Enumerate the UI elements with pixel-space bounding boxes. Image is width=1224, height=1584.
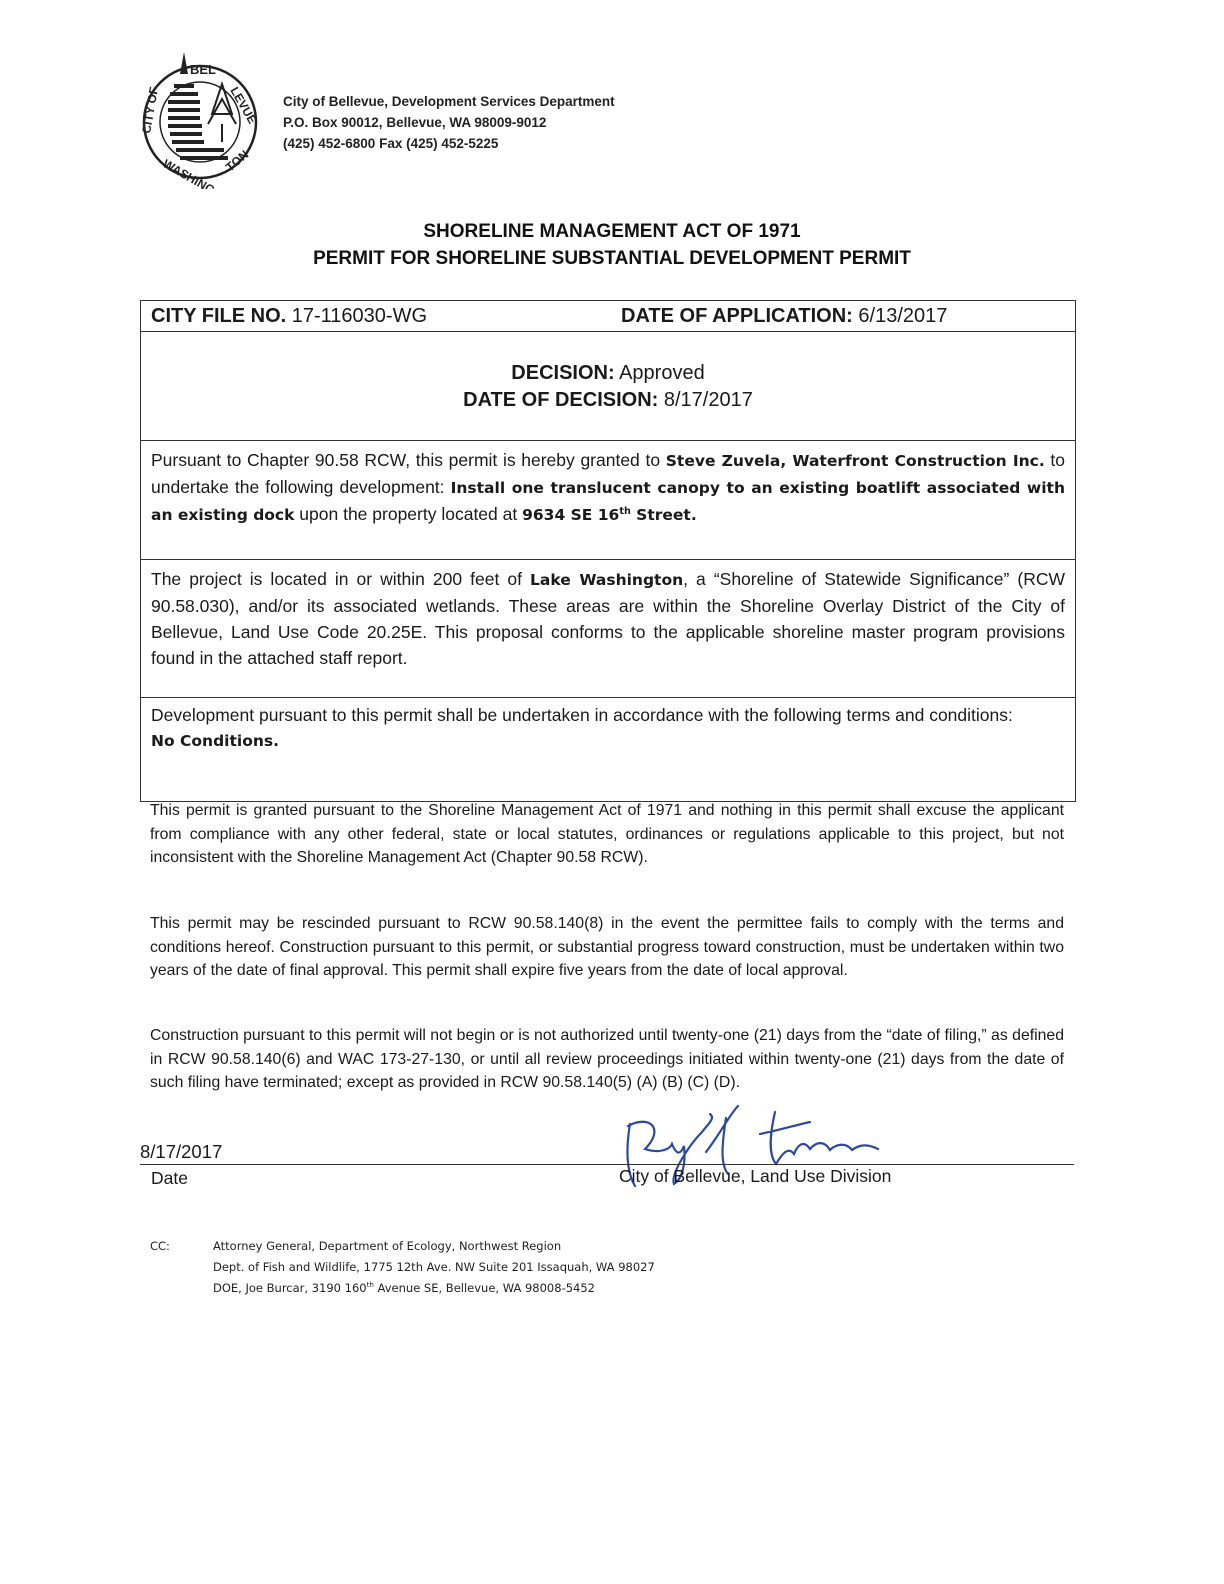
application-date-label: DATE OF APPLICATION: <box>621 305 853 327</box>
cc-recipient-1: Attorney General, Department of Ecology, Northwest Region <box>213 1239 562 1253</box>
location-text-2: , a “Shoreline of Statewide Significance” (RCW 90.58.030), and/or its associated wetlands. These areas are within the Shoreline Overlay District of the City of Bellevue, Land Use Code 20.25E. This proposal conforms to the applicable shoreline master program provisions found in the attached staff report. <box>151 569 1066 668</box>
signature-line <box>140 1164 1074 1165</box>
decision-date <box>141 387 1075 414</box>
grant-text-2: to undertake the following development: <box>151 450 1066 497</box>
water-body: Lake Washington <box>530 571 684 589</box>
application-date-value: 6/13/2017 <box>858 305 948 327</box>
cc-recipient-2: Dept. of Fish and Wildlife, 1775 12th Ave. NW Suite 201 Issaquah, WA 98027 <box>213 1260 655 1274</box>
cc-recipient-3: DOE, Joe Burcar, 3190 160th Avenue SE, Bellevue, WA 98008-5452 <box>213 1280 595 1295</box>
dept-phone-fax: (425) 452-6800 Fax (425) 452-5225 <box>283 136 499 151</box>
decision-date-label: DATE OF DECISION: <box>463 389 659 411</box>
cc-recipients <box>213 1236 655 1299</box>
city-seal-logo <box>132 44 272 189</box>
file-row <box>141 301 1075 332</box>
location-statement <box>141 560 1075 698</box>
city-file-number <box>151 305 427 328</box>
decision-value: Approved <box>619 362 705 384</box>
conditions-text: Development pursuant to this permit shall be undertaken in accordance with the following terms and conditions: <box>151 705 1013 725</box>
decision-label: DECISION: <box>511 362 615 384</box>
applicant-name: Steve Zuvela, Waterfront Construction Inc. <box>665 452 1045 470</box>
svg-text:LEVUE: LEVUE <box>227 84 260 127</box>
cc-label: CC: <box>150 1239 170 1253</box>
svg-text:TON: TON <box>222 147 252 175</box>
paragraph-compliance: This permit is granted pursuant to the Shoreline Management Act of 1971 and nothing in this permit shall excuse the applicant from compliance with any other federal, state or local statutes, ordinances or regulations applicable to this project, but not inconsistent with the Shoreline Management Act (Chapter 90.58 RCW). <box>150 802 1064 866</box>
decision-date-value: 8/17/2017 <box>663 389 753 411</box>
grant-statement <box>141 441 1075 560</box>
svg-text:BEL: BEL <box>190 62 216 77</box>
svg-text:WASHING: WASHING <box>160 156 218 189</box>
grant-text-3: upon the property located at <box>294 504 523 524</box>
paragraph-rescind: This permit may be rescinded pursuant to RCW 90.58.140(8) in the event the permittee fails to comply with the terms and conditions hereof. Construction pursuant to this permit, or substantial progress toward construction, must be undertaken within two years of the date of final approval. This permit shall expire five years from the date of local approval. <box>150 915 1064 979</box>
date-label: Date <box>151 1168 188 1188</box>
city-file-label: CITY FILE NO. <box>151 305 287 327</box>
paragraph-construction: Construction pursuant to this permit will not begin or is not authorized until twenty-one (21) days from the “date of filing,” as defined in RCW 90.58.140(6) and WAC 173-27-130, or until all review proceedings initiated within twenty-one (21) days from the date of such filing have terminated; except as provided in RCW 90.58.140(5) (A) (B) (C) (D). <box>150 1027 1064 1091</box>
conditions-statement <box>141 698 1075 801</box>
signer-label: City of Bellevue, Land Use Division <box>619 1166 892 1186</box>
document-title <box>0 218 1224 272</box>
permit-details-box <box>140 300 1076 802</box>
title-line-2: PERMIT FOR SHORELINE SUBSTANTIAL DEVELOPMENT PERMIT <box>313 248 911 269</box>
grant-text-1: Pursuant to Chapter 90.58 RCW, this permit is hereby granted to <box>151 450 666 470</box>
title-line-1: SHORELINE MANAGEMENT ACT OF 1971 <box>423 221 801 242</box>
property-address: 9634 SE 16th Street. <box>522 505 697 524</box>
decision-row <box>141 332 1075 441</box>
dept-name: City of Bellevue, Development Services Department <box>283 94 615 109</box>
application-date <box>621 305 947 328</box>
city-file-value: 17-116030-WG <box>291 305 428 327</box>
svg-text:CITY OF: CITY OF <box>139 85 162 135</box>
location-text-1: The project is located in or within 200 feet of <box>151 569 531 589</box>
development-description: Install one translucent canopy to an existing boatlift associated with an existing dock <box>151 479 1065 524</box>
dept-po-box: P.O. Box 90012, Bellevue, WA 98009-9012 <box>283 115 547 130</box>
signature-date: 8/17/2017 <box>140 1141 223 1162</box>
conditions-value: No Conditions. <box>151 732 280 750</box>
department-address <box>283 91 615 154</box>
decision <box>141 360 1075 387</box>
